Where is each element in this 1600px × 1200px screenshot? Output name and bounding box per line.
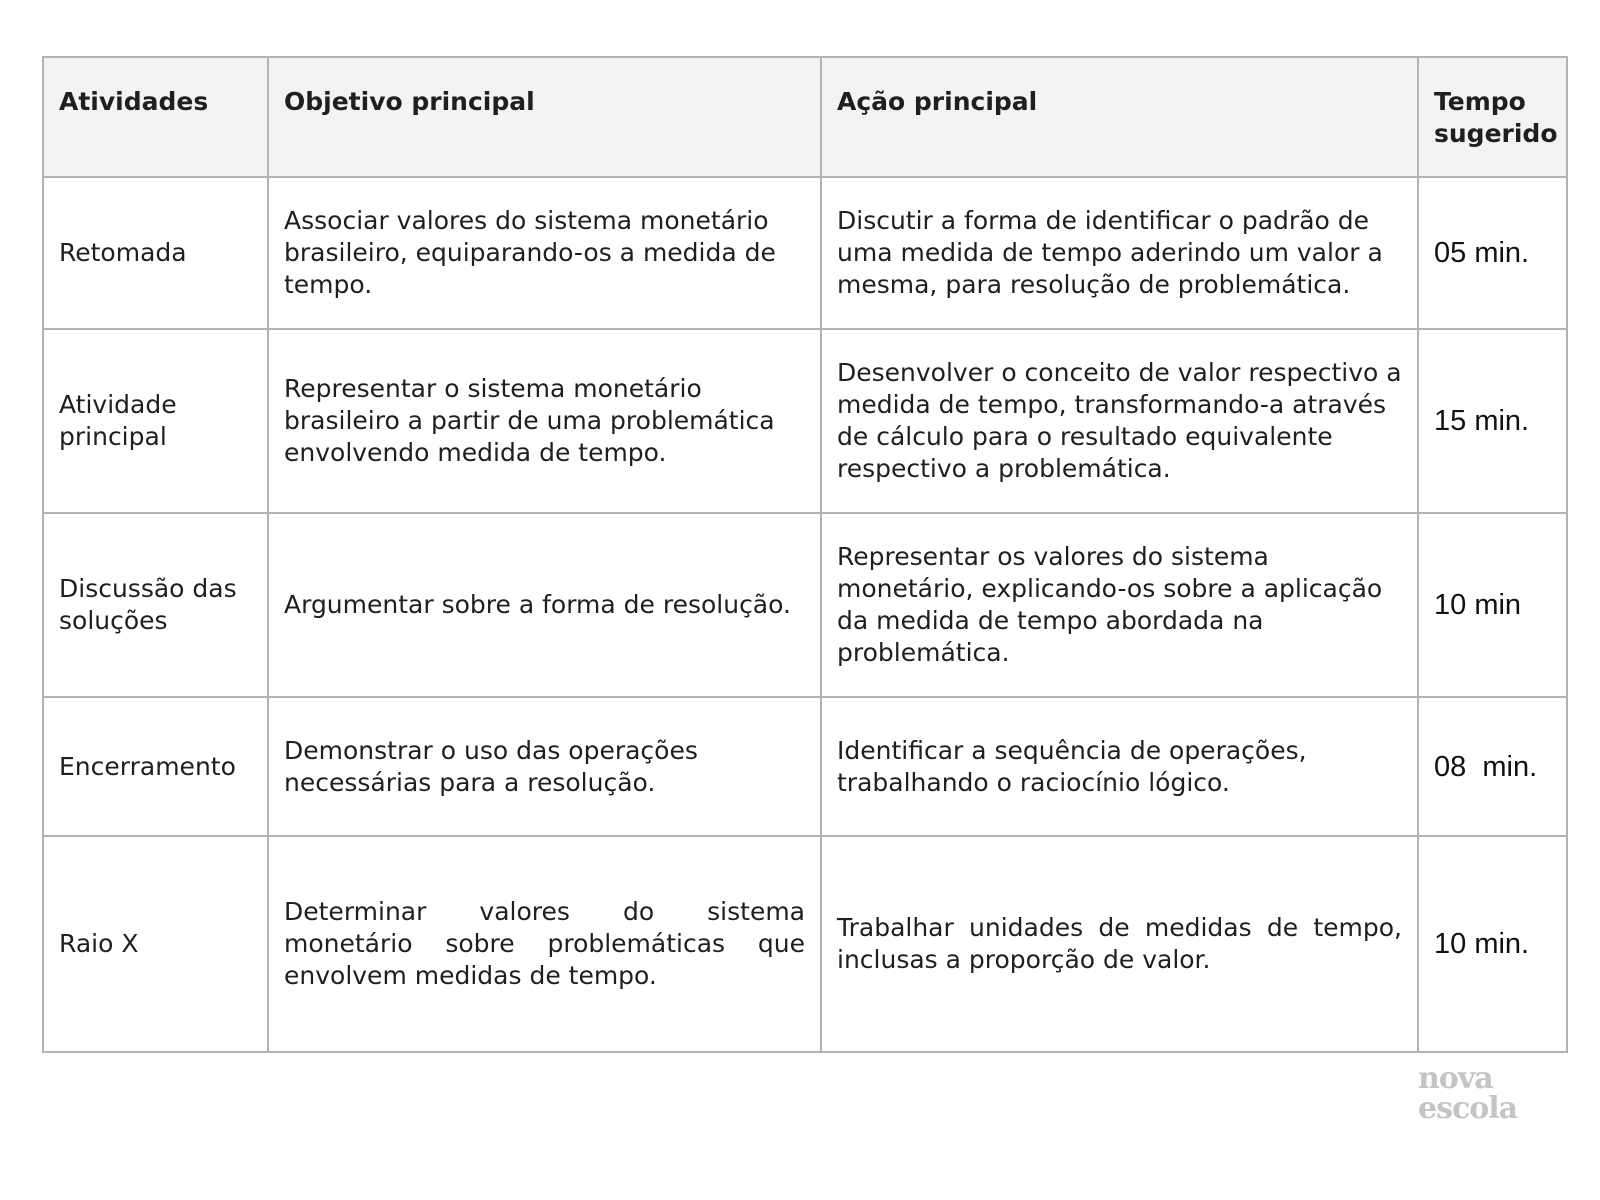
logo-line-escola: escola <box>1418 1091 1518 1126</box>
time-cell: 05 min. <box>1418 177 1567 329</box>
action-cell: Representar os valores do sistema monetário, explicando-os sobre a aplicação da medida de tempo abordada na problemática. <box>821 513 1418 697</box>
table-row <box>43 836 1567 1052</box>
action-cell: Desenvolver o conceito de valor respectivo a medida de tempo, transformando-a através de cálculo para o resultado equivalente respectivo a problemática. <box>821 329 1418 513</box>
header-time: Tempo sugerido <box>1418 57 1567 177</box>
time-cell: 10 min. <box>1418 836 1567 1052</box>
objective-cell: Determinar valores do sistema monetário sobre problemáticas que envolvem medidas de tempo. <box>268 836 821 1052</box>
lesson-plan-table <box>42 56 1568 1053</box>
action-cell: Trabalhar unidades de medidas de tempo, inclusas a proporção de valor. <box>821 836 1418 1052</box>
header-action: Ação principal <box>821 57 1418 177</box>
header-objective: Objetivo principal <box>268 57 821 177</box>
table-row <box>43 513 1567 697</box>
table-row <box>43 697 1567 836</box>
activity-cell: Retomada <box>43 177 268 329</box>
objective-cell: Demonstrar o uso das operações necessárias para a resolução. <box>268 697 821 836</box>
logo-line-nova: nova <box>1418 1061 1493 1096</box>
activity-cell: Atividade principal <box>43 329 268 513</box>
header-activities: Atividades <box>43 57 268 177</box>
time-cell: 15 min. <box>1418 329 1567 513</box>
activity-cell: Raio X <box>43 836 268 1052</box>
action-cell: Discutir a forma de identificar o padrão de uma medida de tempo aderindo um valor a mesma, para resolução de problemática. <box>821 177 1418 329</box>
table-row <box>43 177 1567 329</box>
table-header-row <box>43 57 1567 177</box>
activity-cell: Encerramento <box>43 697 268 836</box>
table-row <box>43 329 1567 513</box>
objective-cell: Representar o sistema monetário brasileiro a partir de uma problemática envolvendo medida de tempo. <box>268 329 821 513</box>
time-cell: 10 min <box>1418 513 1567 697</box>
nova-escola-logo <box>1418 1061 1518 1126</box>
objective-cell: Associar valores do sistema monetário brasileiro, equiparando-os a medida de tempo. <box>268 177 821 329</box>
objective-cell: Argumentar sobre a forma de resolução. <box>268 513 821 697</box>
action-cell: Identificar a sequência de operações, trabalhando o raciocínio lógico. <box>821 697 1418 836</box>
time-cell: 08 min. <box>1418 697 1567 836</box>
activity-cell: Discussão das soluções <box>43 513 268 697</box>
